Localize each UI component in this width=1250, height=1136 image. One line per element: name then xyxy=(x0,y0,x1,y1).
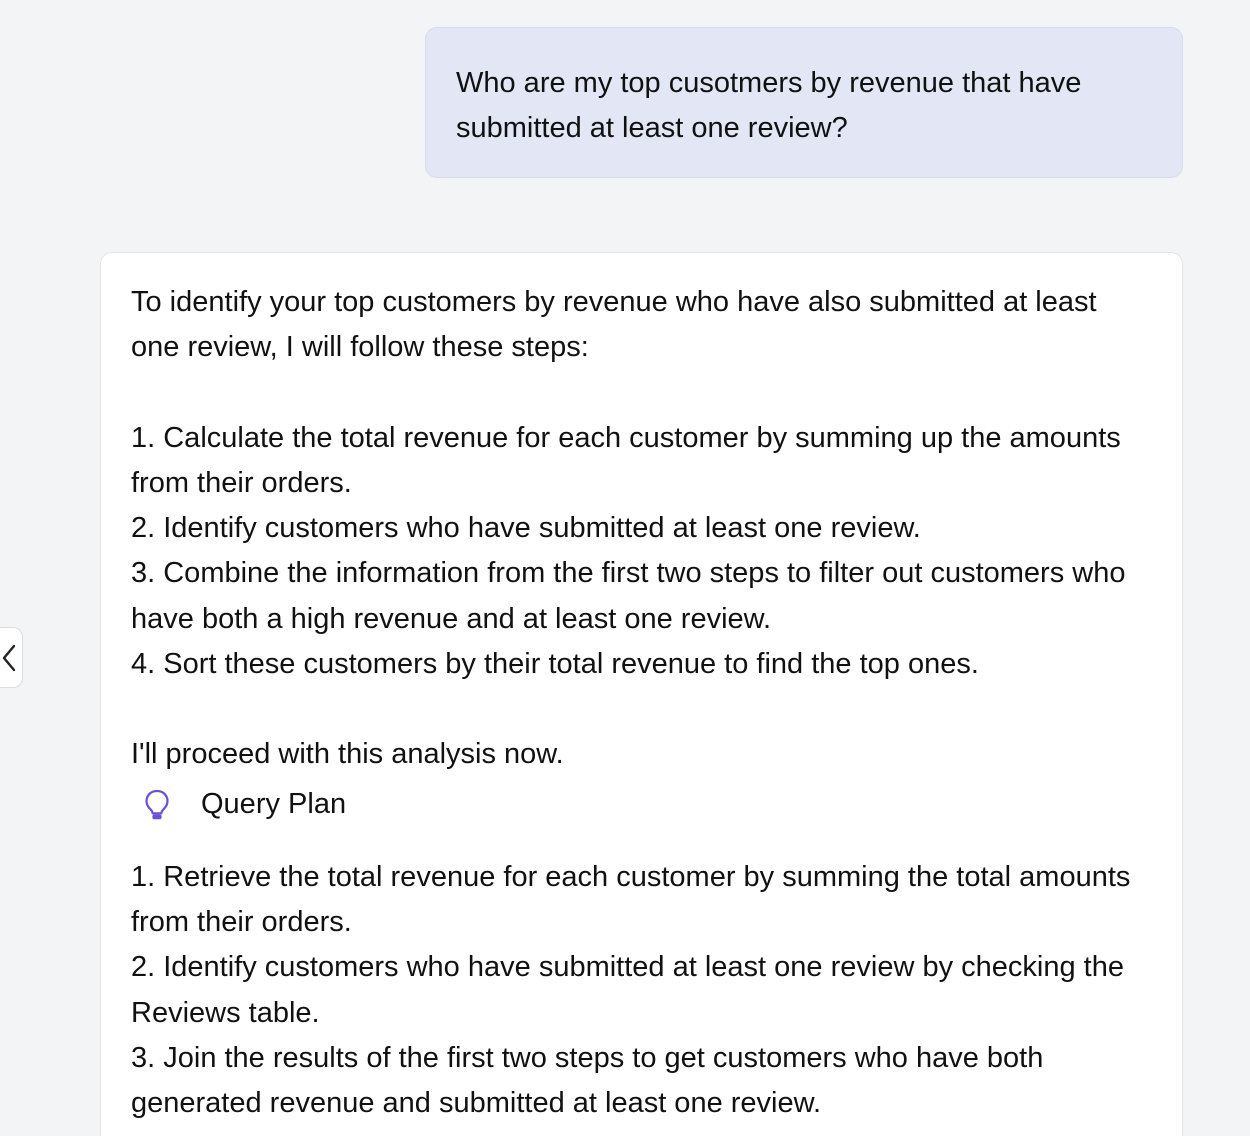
collapse-panel-button[interactable] xyxy=(0,627,23,688)
assistant-step: 1. Calculate the total revenue for each customer by summing up the amounts from their orders. xyxy=(131,421,1121,499)
user-message-text: Who are my top cusotmers by revenue that have submitted at least one review? xyxy=(456,67,1082,144)
assistant-message-card xyxy=(100,252,1183,1136)
assistant-step: 4. Sort these customers by their total revenue to find the top ones. xyxy=(131,648,979,681)
assistant-outro: I'll proceed with this analysis now. xyxy=(131,738,564,771)
lightbulb-icon xyxy=(139,787,175,823)
assistant-steps-list xyxy=(131,416,1152,688)
query-plan-step: 2. Identify customers who have submitted at least one review by checking the Reviews table. xyxy=(131,951,1124,1029)
query-plan-step: 1. Retrieve the total revenue for each customer by summing the total amounts from their orders. xyxy=(131,860,1131,938)
query-plan-step: 3. Join the results of the first two steps to get customers who have both generated revenue and submitted at least one review. xyxy=(131,1041,1044,1120)
user-message-bubble xyxy=(425,27,1183,178)
query-plan-header[interactable] xyxy=(139,780,1152,830)
query-plan-title: Query Plan xyxy=(201,788,347,821)
assistant-intro: To identify your top customers by revenue who have also submitted at least one review, I will follow these steps: xyxy=(131,286,1097,364)
query-plan-steps-list xyxy=(131,855,1152,1127)
assistant-step: 2. Identify customers who have submitted at least one review. xyxy=(131,512,921,545)
chevron-left-icon xyxy=(2,643,16,673)
assistant-step: 3. Combine the information from the first two steps to filter out customers who have both a high revenue and at least one review. xyxy=(131,557,1126,635)
